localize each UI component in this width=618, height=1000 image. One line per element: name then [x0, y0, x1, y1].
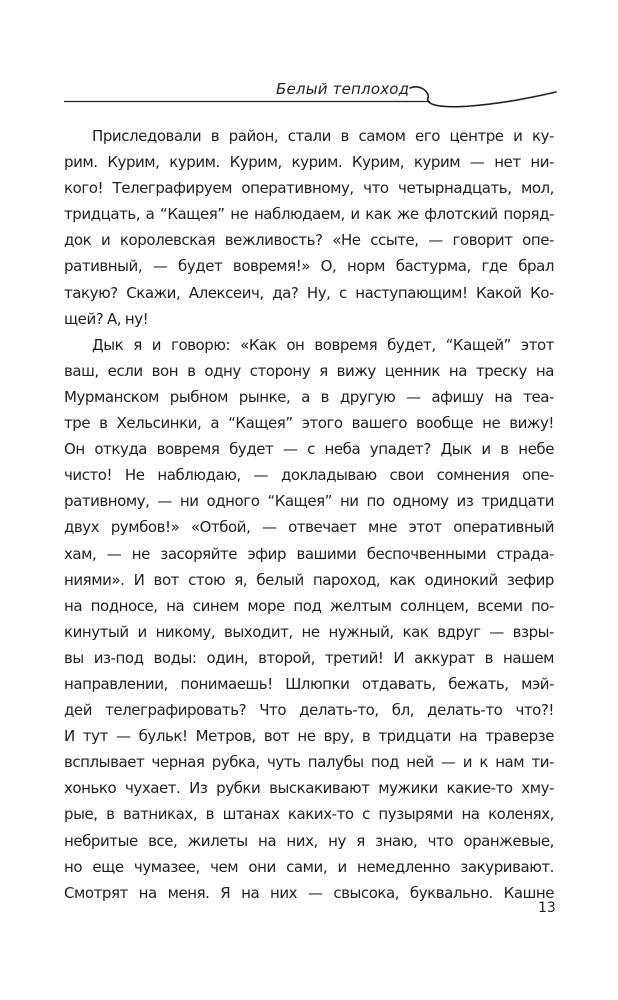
- text-line: дей телеграфировать? Что делать-то, бл, делать-то что?!: [64, 701, 554, 720]
- text-line: рые, в ватниках, в штанах каких-то с пузырями на коленях,: [64, 805, 554, 824]
- text-line: щей? А, ну!: [64, 309, 149, 328]
- text-line: ративный, — будет вовремя!» О, норм бастурма, где брал: [64, 257, 554, 276]
- text-line: Смотрят на меня. Я на них — свысока, буквально. Кашне: [64, 883, 554, 902]
- text-line: Дык я и говорю: «Как он вовремя будет, “Кащей” этот: [92, 335, 554, 354]
- text-line: хонько чухает. Из рубки выскакивают мужики какие-то хму-: [64, 779, 554, 798]
- text-line: Он откуда вовремя будет — с неба упадет? Дык и в небе: [64, 440, 554, 459]
- text-line: Мурманском рыбном рынке, а в другую — афишу на теа-: [64, 387, 554, 406]
- paragraph-2: [64, 332, 554, 906]
- text-line: Приследовали в район, стали в самом его центре и ку-: [92, 127, 554, 145]
- text-line: ративному, — ни одного “Кащея” ни по одному из тридцати: [64, 492, 554, 511]
- text-line: И тут — бульк! Метров, вот не вру, в тридцати на траверзе: [64, 727, 554, 746]
- running-head: [0, 0, 618, 120]
- text-line: двух румбов!» «Отбой, — отвечает мне этот оперативный: [64, 518, 554, 537]
- text-line: но еще чумазее, чем они сами, и немедленно закуривают.: [64, 857, 554, 876]
- paragraph-1: [64, 123, 554, 332]
- text-line: кинутый и никому, выходит, не нужный, как вдруг — взры-: [64, 622, 554, 641]
- text-line: на подносе, на синем море под желтым солнцем, всеми по-: [64, 596, 554, 615]
- page-number: 13: [538, 900, 556, 916]
- text-line: тре в Хельсинки, а “Кащея” этого вашего вообще не вижу!: [64, 414, 554, 433]
- text-line: чисто! Не наблюдаю, — докладываю свои сомнения опе-: [64, 466, 554, 485]
- running-head-rule: [0, 0, 618, 120]
- text-line: кого! Телеграфируем оперативному, что четырнадцать, мол,: [64, 179, 554, 198]
- text-line: вы из-под воды: один, второй, третий! И аккурат в нашем: [64, 648, 554, 667]
- text-line: направлении, понимаешь! Шлюпки отдавать, бежать, мэй-: [64, 674, 554, 693]
- text-line: тридцать, а “Кащея” не наблюдаем, и как же флотский поряд-: [64, 205, 554, 224]
- text-line: небритые все, жилеты на них, ну я знаю, что оранжевые,: [64, 831, 554, 850]
- text-line: такую? Скажи, Алексеич, да? Ну, с наступающим! Какой Ко-: [64, 283, 554, 302]
- text-line: всплывает черная рубка, чуть палубы под ней — и к нам ти-: [64, 753, 554, 772]
- body-text: [64, 123, 554, 906]
- text-line: ниями». И вот стою я, белый пароход, как одинокий зефир: [64, 570, 554, 589]
- running-head-title: Белый теплоход: [276, 80, 410, 98]
- text-line: док и королевская вежливость? «Не ссыте, — говорит опе-: [64, 231, 554, 250]
- text-line: ваш, если вон в одну сторону я вижу ценник на треску на: [64, 361, 554, 380]
- text-line: хам, — не засоряйте эфир вашими беспочвенными страда-: [64, 544, 554, 563]
- text-line: рим. Курим, курим. Курим, курим. Курим, курим — нет ни-: [64, 153, 554, 172]
